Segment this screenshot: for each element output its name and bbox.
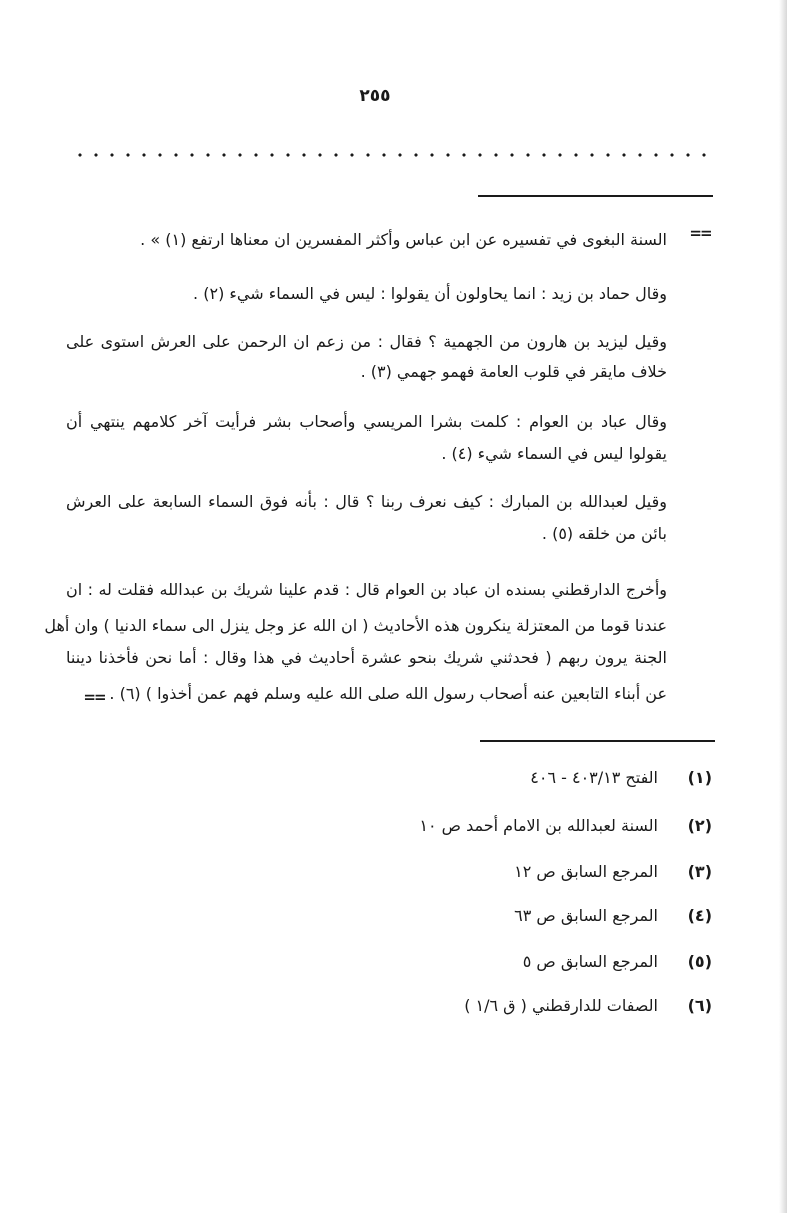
footnote-number: (٤) — [687, 906, 712, 925]
footnote-number: (٥) — [687, 952, 712, 971]
footnote — [464, 994, 712, 1018]
footnote — [530, 766, 712, 790]
text-line-4: خلاف مايقر في قلوب العامة فهمو جهمي (٣) . — [360, 362, 667, 381]
footnote-text: المرجع السابق ص ٥ — [522, 952, 658, 971]
footnote-text: المرجع السابق ص ٦٣ — [514, 906, 658, 925]
page-number: ٢٥٥ — [359, 86, 391, 106]
footnote-number: (٣) — [687, 862, 712, 881]
text-line-8: بائن من خلقه (٥) . — [541, 524, 667, 543]
footnote-text: الصفات للدارقطني ( ق ١/٦ ) — [464, 996, 658, 1015]
text-line-11: الجنة يرون ربهم ( فحدثني شريك بنحو عشرة أحاديث في هذا وقال : أما نحن فأخذنا ديننا — [66, 648, 667, 667]
footnote-number: (١) — [687, 768, 712, 787]
footnote — [514, 904, 712, 928]
dotted-header-rule — [72, 150, 708, 160]
text-line-6: يقولوا ليس في السماء شيء (٤) . — [441, 444, 667, 463]
text-line-9: وأخرج الدارقطني بسنده ان عباد بن العوام قال : قدم علينا شريك بن عبدالله فقلت له : ان — [66, 580, 667, 599]
footnote-number: (٢) — [687, 816, 712, 835]
text-line-10: عندنا قوما من المعتزلة ينكرون هذه الأحاديث ( ان الله عز وجل ينزل الى سماء الدنيا ) وان أهل — [44, 616, 667, 635]
text-line-1: السنة البغوى في تفسيره عن ابن عباس وأكثر المفسرين ان معناها ارتفع (١) » . — [140, 230, 667, 249]
text-line-3: وقيل ليزيد بن هارون من الجهمية ؟ فقال : من زعم ان الرحمن على العرش استوى على — [66, 332, 667, 351]
continuation-mark-end: == — [83, 688, 105, 706]
footnote — [523, 950, 712, 974]
header-rule — [478, 195, 713, 197]
text-line-12: عن أبناء التابعين عنه أصحاب رسول الله صلى الله عليه وسلم فهم عمن أخذوا ) (٦) . — [109, 684, 667, 703]
footnote-text: الفتح ٤٠٣/١٣ - ٤٠٦ — [530, 768, 658, 787]
page-edge-shadow — [779, 0, 787, 1213]
footnote — [419, 814, 712, 838]
footnote — [514, 860, 712, 884]
footnote-text: السنة لعبدالله بن الامام أحمد ص ١٠ — [419, 816, 658, 835]
text-line-5: وقال عباد بن العوام : كلمت بشرا المريسي وأصحاب بشر فرأيت آخر كلامهم ينتهي أن — [66, 412, 667, 431]
text-line-7: وقيل لعبدالله بن المبارك : كيف نعرف ربنا ؟ قال : بأنه فوق السماء السابعة على العرش — [66, 492, 667, 511]
footnote-text: المرجع السابق ص ١٢ — [514, 862, 658, 881]
text-line-2: وقال حماد بن زيد : انما يحاولون أن يقولوا : ليس في السماء شيء (٢) . — [193, 284, 667, 303]
footnote-number: (٦) — [687, 996, 712, 1015]
continuation-mark-start: == — [689, 224, 711, 242]
footnotes-rule — [480, 740, 715, 742]
